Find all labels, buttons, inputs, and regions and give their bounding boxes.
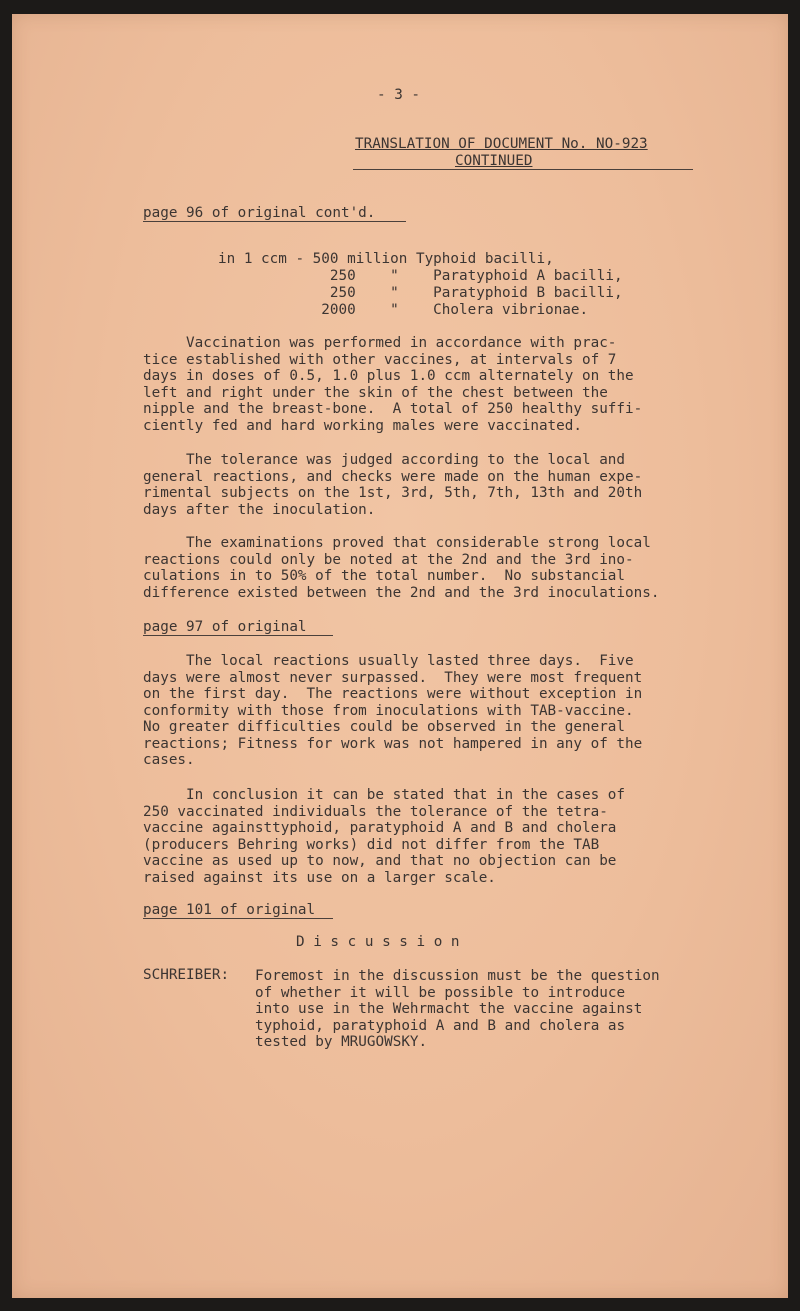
page-reference-underline xyxy=(143,918,333,919)
dose-table-row: 250 " Paratyphoid A bacilli, xyxy=(218,268,623,284)
page-reference-underline xyxy=(143,635,333,636)
page-reference-97: page 97 of original xyxy=(143,619,307,635)
document-title: TRANSLATION OF DOCUMENT No. NO-923 xyxy=(355,136,648,152)
paragraph-conclusion: In conclusion it can be stated that in the cases of 250 vaccinated individuals the tolerance of the tetra- vaccine againsttyphoid, paratyphoid A and B and cholera (producers Behring works) did not differ from the TAB vaccine as used up to now, and that no objection can be raised against its use on a larger scale. xyxy=(143,787,626,886)
paragraph-vaccination: Vaccination was performed in accordance with prac- tice established with other vaccines, at intervals of 7 days in doses of 0.5, 1.0 plus 1.0 ccm alternately on the left and right under the skin of the chest between the nipple and the breast-bone. A total of 250 healthy suffi- ciently fed and hard working males were vaccinated. xyxy=(143,335,643,434)
paragraph-tolerance: The tolerance was judged according to the local and general reactions, and checks were made on the human expe- rimental subjects on the 1st, 3rd, 5th, 7th, 13th and 20th days after the inoculation. xyxy=(143,452,643,518)
dose-table-row: 250 " Paratyphoid B bacilli, xyxy=(218,285,623,301)
page-reference-101: page 101 of original xyxy=(143,902,316,918)
discussion-heading: D i s c u s s i o n xyxy=(296,934,460,950)
speaker-name: SCHREIBER: xyxy=(143,967,230,983)
dose-table-row: 2000 " Cholera vibrionae. xyxy=(218,302,589,318)
speaker-statement: Foremost in the discussion must be the question of whether it will be possible to introduce into use in the Wehrmacht the vaccine against typhoid, paratyphoid A and B and cholera as tested by MRUGOWSKY. xyxy=(255,968,660,1050)
page-reference-underline xyxy=(143,221,406,222)
header-underline xyxy=(353,169,693,170)
page-reference-96: page 96 of original cont'd. xyxy=(143,205,376,221)
paragraph-examinations: The examinations proved that considerable strong local reactions could only be noted at the 2nd and the 3rd ino- culations in to 50% of the total number. No substancial difference existed between the 2nd and the 3rd inoculations. xyxy=(143,535,660,601)
page-number: - 3 - xyxy=(377,87,421,103)
dose-table-row: in 1 ccm - 500 million Typhoid bacilli, xyxy=(218,251,554,267)
document-continued-label: CONTINUED xyxy=(455,153,533,169)
paragraph-local-reactions: The local reactions usually lasted three days. Five days were almost never surpassed. They were most frequent on the first day. The reactions were without exception in conformity with those from inoculations with TAB-vaccine. No greater difficulties could be observed in the general reactions; Fitness for work was not hampered in any of the cases. xyxy=(143,653,643,768)
